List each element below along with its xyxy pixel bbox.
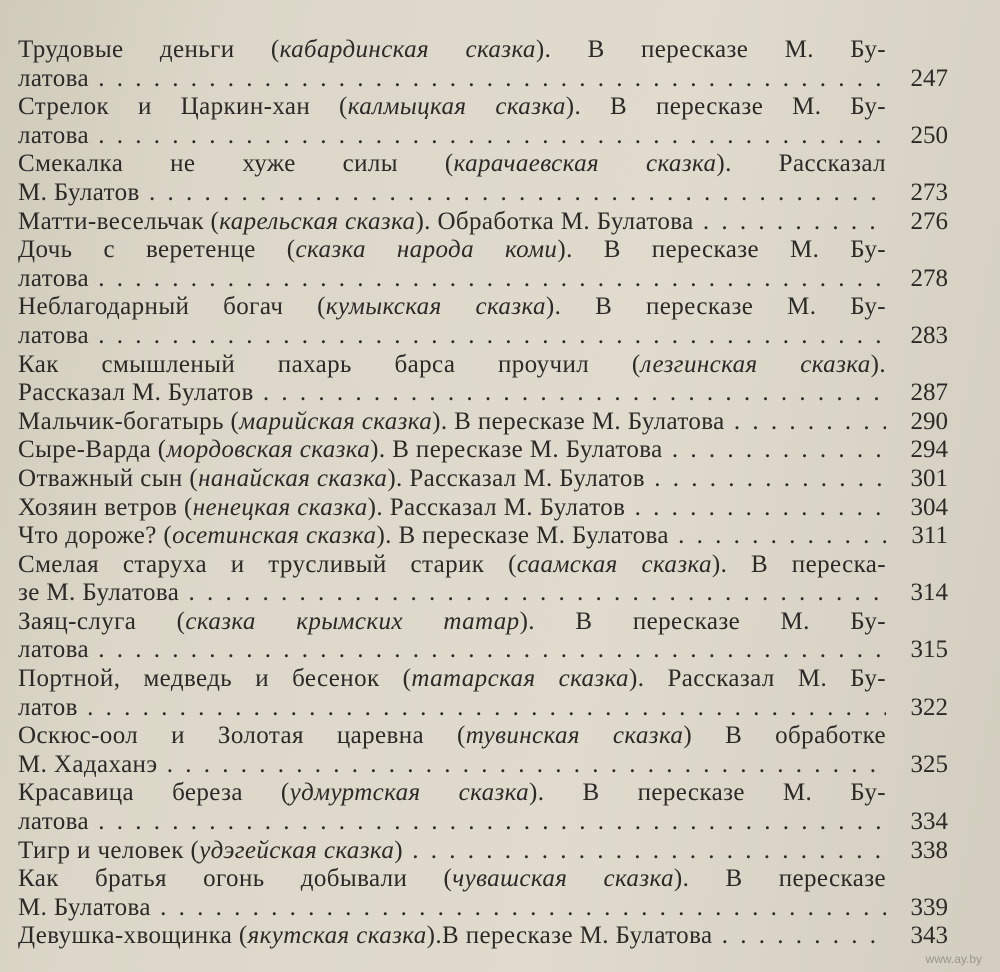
entry-text: ). В пересказе М. Бу- <box>519 607 886 635</box>
page-number: 273 <box>910 178 948 206</box>
entry-text: Красавица береза ( <box>18 779 290 807</box>
entry-text: Рассказал М. Булатов <box>18 379 254 407</box>
entry-text: Матти-весельчак ( <box>18 207 220 235</box>
toc-entry-line <box>18 522 886 551</box>
page-number: 290 <box>910 407 948 435</box>
toc-entry <box>18 36 948 93</box>
entry-text: ). В пересказе М. Бу- <box>557 236 887 264</box>
page-number: 338 <box>910 836 948 864</box>
entry-text: Как смышленый пахарь барса проучил ( <box>18 350 641 378</box>
toc-entry-line <box>18 808 886 837</box>
entry-nationality: удмуртская сказка <box>289 779 530 807</box>
entry-text: латова <box>18 808 89 836</box>
toc-entry-line <box>18 65 886 94</box>
toc-entry-line <box>18 865 886 894</box>
entry-text: ). В пересказе М. Булатова <box>370 436 663 464</box>
toc-entry-line <box>18 722 886 751</box>
entry-nationality: кумыкская сказка <box>325 293 546 321</box>
entry-text: Отважный сын ( <box>18 464 199 492</box>
toc-entry-line <box>18 751 886 780</box>
page-number: 315 <box>910 636 948 664</box>
toc-entry <box>18 722 948 779</box>
entry-nationality: сказка крымских татар <box>185 607 520 635</box>
entry-text: Стрелок и Царкин-хан ( <box>18 93 348 121</box>
entry-text: ). В переска- <box>711 550 886 578</box>
entry-text: ). Рассказал М. Булатов <box>387 464 646 492</box>
entry-text: ). Рассказал М. Булатов <box>367 493 626 521</box>
entry-nationality: марийская сказка <box>239 407 433 435</box>
toc-entry <box>18 236 948 293</box>
entry-text: Как братья огонь добывали ( <box>18 865 453 893</box>
entry-text: Оскюс-оол и Золотая царевна ( <box>18 722 466 750</box>
toc-entry-line <box>18 436 886 465</box>
toc-entry <box>18 408 948 437</box>
entry-nationality: кабардинская сказка <box>279 36 536 63</box>
table-of-contents <box>18 36 948 951</box>
page-number: 304 <box>910 493 948 521</box>
entry-text: ). В пересказе <box>673 865 886 893</box>
entry-text: ) В обработке <box>683 722 886 750</box>
entry-text: ). Рассказал <box>716 150 886 178</box>
toc-entry <box>18 293 948 350</box>
toc-entry-line <box>18 894 886 923</box>
entry-nationality: удэгейская сказка <box>199 836 395 864</box>
toc-entry <box>18 150 948 207</box>
entry-text: ). В пересказе М. Бу- <box>545 293 887 321</box>
entry-nationality: татарская сказка <box>411 665 629 693</box>
entry-text: ). В пересказе М. Булатова <box>376 522 669 550</box>
entry-text: ).В пересказе М. Булатова <box>426 922 713 950</box>
toc-entry-line <box>18 322 886 351</box>
toc-entry <box>18 351 948 408</box>
page-number: 287 <box>910 379 948 407</box>
page-number: 325 <box>910 750 948 778</box>
toc-entry-line <box>18 779 886 808</box>
toc-entry-line <box>18 465 886 494</box>
entry-text: Хозяин ветров ( <box>18 493 193 521</box>
toc-entry-line <box>18 494 886 523</box>
entry-text: латова <box>18 321 89 349</box>
entry-text: Портной, медведь и бесенок ( <box>18 665 412 693</box>
page-number: 311 <box>911 522 948 550</box>
entry-text: ) <box>394 836 403 864</box>
toc-entry <box>18 93 948 150</box>
entry-text: зе М. Булатова <box>18 579 180 607</box>
toc-entry-line <box>18 351 886 380</box>
entry-text: ). В пересказе М. Булатова <box>432 407 725 435</box>
toc-entry <box>18 551 948 608</box>
toc-entry-line <box>18 837 886 866</box>
page-number: 339 <box>910 893 948 921</box>
toc-entry-line <box>18 694 886 723</box>
entry-nationality: сказка народа коми <box>295 236 558 264</box>
entry-text: латова <box>18 636 89 664</box>
entry-text: Тигр и человек ( <box>18 836 200 864</box>
toc-entry <box>18 465 948 494</box>
entry-text: Неблагодарный богач ( <box>18 293 326 321</box>
toc-entry <box>18 608 948 665</box>
entry-text: Дочь с веретенце ( <box>18 236 296 264</box>
entry-text: латова <box>18 264 89 292</box>
page-number: 250 <box>910 121 948 149</box>
toc-entry-line <box>18 93 886 122</box>
toc-entry-line <box>18 150 886 179</box>
entry-nationality: саамская сказка <box>516 550 712 578</box>
toc-entry-line <box>18 36 886 65</box>
entry-text: Сыре-Варда ( <box>18 436 167 464</box>
entry-nationality: ненецкая сказка <box>192 493 368 521</box>
toc-entry <box>18 837 948 866</box>
entry-nationality: нанайская сказка <box>198 464 388 492</box>
toc-entry-line <box>18 408 886 437</box>
toc-entry-line <box>18 379 886 408</box>
entry-text: Заяц-слуга ( <box>18 607 186 635</box>
toc-entry <box>18 779 948 836</box>
entry-text: латова <box>18 121 89 149</box>
entry-nationality: чувашская сказка <box>452 865 674 893</box>
watermark: www.ay.by <box>925 952 982 966</box>
entry-nationality: калмыцкая сказка <box>347 93 566 121</box>
page-number: 276 <box>910 207 948 235</box>
toc-entry-line <box>18 665 886 694</box>
entry-text: ). В пересказе М. Бу- <box>565 93 886 121</box>
entry-nationality: карельская сказка <box>219 207 416 235</box>
entry-nationality: осетинская сказка <box>172 522 377 550</box>
toc-entry-line <box>18 293 886 322</box>
page-number: 334 <box>910 808 948 836</box>
entry-text: М. Булатов <box>18 178 140 206</box>
entry-text: ). Рассказал М. Бу- <box>628 665 887 693</box>
entry-text: М. Хадаханэ <box>18 750 158 778</box>
entry-text: Смекалка не хуже силы ( <box>18 150 454 178</box>
page-number: 343 <box>910 922 948 950</box>
page-number: 314 <box>910 579 948 607</box>
entry-text: ). В пересказе М. Бу- <box>529 779 887 807</box>
entry-text: Мальчик-богатырь ( <box>18 407 240 435</box>
entry-text: латов <box>18 693 78 721</box>
page-number: 278 <box>910 264 948 292</box>
toc-entry <box>18 436 948 465</box>
toc-entry-line <box>18 208 886 237</box>
toc-entry-line <box>18 236 886 265</box>
entry-text: Смелая старуха и трусливый старик ( <box>18 550 517 578</box>
entry-text: Что дороже? ( <box>18 522 173 550</box>
toc-entry <box>18 494 948 523</box>
page-number: 283 <box>910 321 948 349</box>
entry-nationality: тувинская сказка <box>465 722 684 750</box>
entry-nationality: мордовская сказка <box>166 436 371 464</box>
page-number: 322 <box>910 693 948 721</box>
toc-entry-line <box>18 608 886 637</box>
page-number: 294 <box>910 436 948 464</box>
toc-entry <box>18 922 948 951</box>
toc-entry <box>18 665 948 722</box>
toc-entry-line <box>18 636 886 665</box>
toc-entry <box>18 208 948 237</box>
entry-text: ). В пересказе М. Бу- <box>535 36 887 63</box>
toc-entry-line <box>18 265 886 294</box>
entry-text: Девушка-хвощинка ( <box>18 922 248 950</box>
entry-nationality: лезгинская сказка <box>640 350 871 378</box>
entry-nationality: карачаевская сказка <box>453 150 717 178</box>
entry-text: латова <box>18 64 89 92</box>
toc-entry-line <box>18 179 886 208</box>
toc-entry-line <box>18 122 886 151</box>
toc-entry-line <box>18 579 886 608</box>
entry-text: ). Обработка М. Булатова <box>415 207 694 235</box>
entry-text: Трудовые деньги ( <box>18 36 280 63</box>
toc-entry-line <box>18 922 886 951</box>
toc-entry <box>18 522 948 551</box>
toc-entry-line <box>18 551 886 580</box>
page-number: 247 <box>910 64 948 92</box>
entry-text: ). <box>870 350 886 378</box>
page-number: 301 <box>910 464 948 492</box>
entry-text: М. Булатова <box>18 893 151 921</box>
entry-nationality: якутская сказка <box>247 922 427 950</box>
toc-entry <box>18 865 948 922</box>
